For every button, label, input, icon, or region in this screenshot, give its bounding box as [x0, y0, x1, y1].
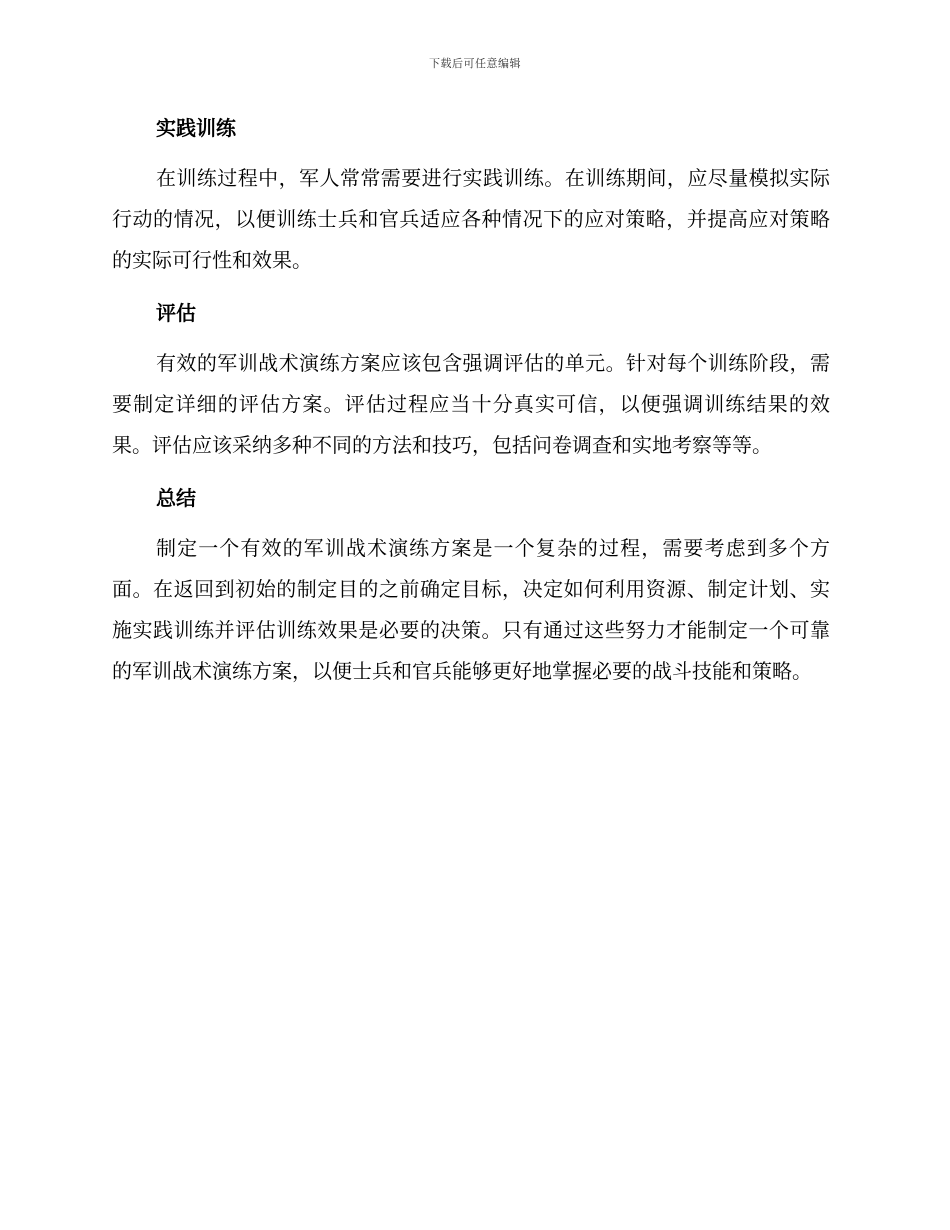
section-evaluation [112, 293, 830, 466]
section-paragraph: 在训练过程中，军人常常需要进行实践训练。在训练期间，应尽量模拟实际行动的情况，以便训练士兵和官兵适应各种情况下的应对策略，并提高应对策略的实际可行性和效果。 [112, 166, 830, 272]
section-heading: 实践训练 [156, 116, 236, 140]
section-paragraph: 制定一个有效的军训战术演练方案是一个复杂的过程，需要考虑到多个方面。在返回到初始的制定目的之前确定目标，决定如何利用资源、制定计划、实施实践训练并评估训练效果是必要的决策。只有通过这些努力才能制定一个可靠的军训战术演练方案，以便士兵和官兵能够更好地掌握必要的战斗技能和策略。 [112, 536, 830, 683]
section-heading: 评估 [156, 301, 196, 325]
document-body [112, 108, 830, 704]
section-summary [112, 478, 830, 692]
section-practice-training [112, 108, 830, 281]
section-heading: 总结 [156, 486, 196, 510]
section-paragraph: 有效的军训战术演练方案应该包含强调评估的单元。针对每个训练阶段，需要制定详细的评估方案。评估过程应当十分真实可信，以便强调训练结果的效果。评估应该采纳多种不同的方法和技巧，包括问卷调查和实地考察等等。 [112, 351, 830, 457]
page-header: 下载后可任意编辑 [429, 57, 521, 70]
